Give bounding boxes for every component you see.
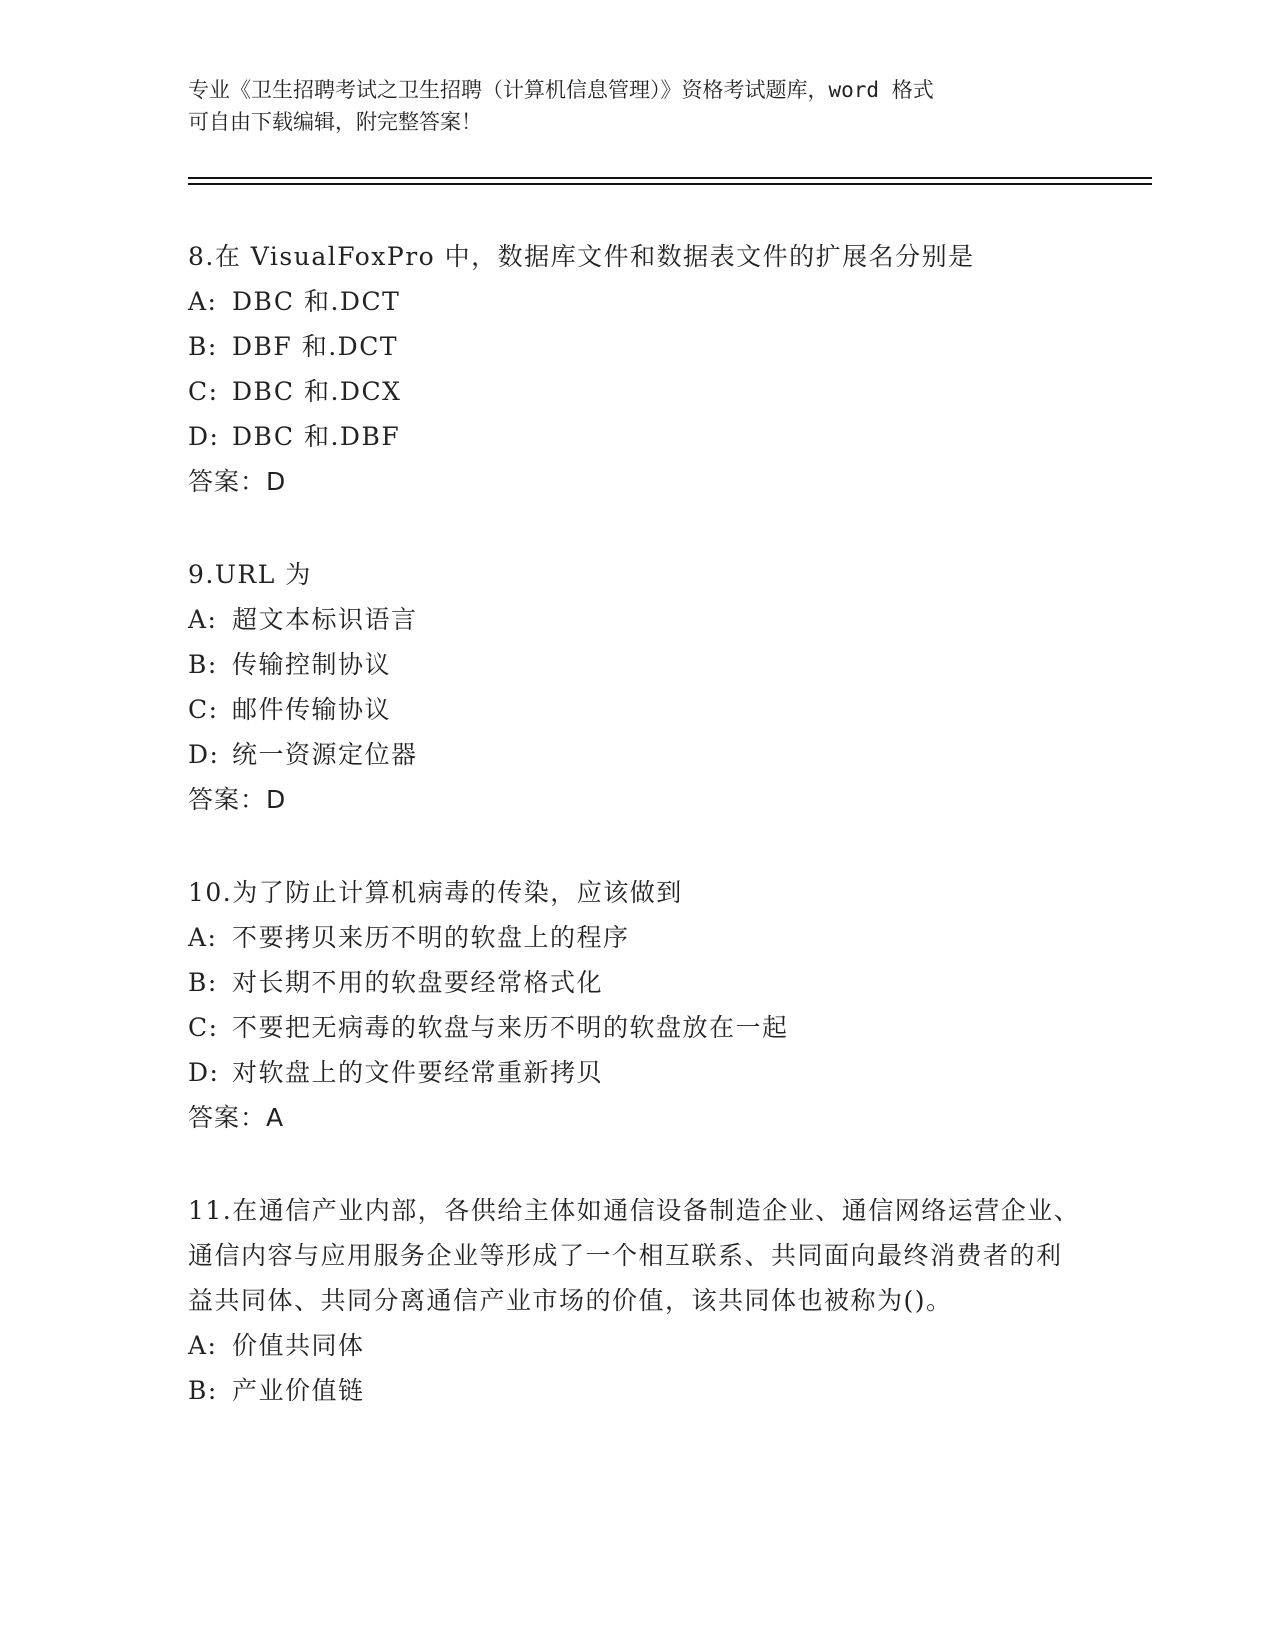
- option-text: DBC 和.DBF: [232, 422, 401, 451]
- option-text: 对长期不用的软盘要经常格式化: [232, 968, 604, 997]
- option-text: 不要把无病毒的软盘与来历不明的软盘放在一起: [232, 1013, 789, 1042]
- option-b: [188, 642, 1088, 687]
- option-c: [188, 369, 1088, 414]
- option-a: [188, 597, 1088, 642]
- option-d: [188, 732, 1088, 777]
- document-header: [188, 74, 1068, 138]
- question-text: 8.在 VisualFoxPro 中，数据库文件和数据表文件的扩展名分别是: [188, 242, 975, 271]
- question-list: [188, 234, 1088, 1461]
- option-key: D:: [188, 1058, 220, 1087]
- option-key: B:: [188, 332, 218, 361]
- option-b: [188, 960, 1088, 1005]
- question-text: 9.URL 为: [188, 560, 312, 589]
- header-divider-bottom: [188, 183, 1152, 185]
- option-text: 统一资源定位器: [232, 740, 418, 769]
- option-text: 超文本标识语言: [232, 605, 418, 634]
- option-key: B:: [188, 1376, 218, 1405]
- option-key: C:: [188, 377, 219, 406]
- answer-line: 答案：D: [188, 467, 287, 496]
- option-key: B:: [188, 968, 218, 997]
- option-a: [188, 1323, 1088, 1368]
- option-key: A:: [188, 605, 218, 634]
- question-text: 11.在通信产业内部，各供给主体如通信设备制造企业、通信网络运营企业、通信内容与应用服务企业等形成了一个相互联系、共同面向最终消费者的利益共同体、共同分离通信产业市场的价值，该共同体也被称为()。: [188, 1196, 1081, 1315]
- option-key: A:: [188, 1331, 218, 1360]
- option-text: DBF 和.DCT: [232, 332, 399, 361]
- option-a: [188, 915, 1088, 960]
- header-line-1: 专业《卫生招聘考试之卫生招聘（计算机信息管理）》资格考试题库，word 格式: [188, 78, 934, 102]
- option-text: 邮件传输协议: [232, 695, 392, 724]
- option-key: A:: [188, 923, 218, 952]
- question-text: 10.为了防止计算机病毒的传染，应该做到: [188, 878, 683, 907]
- question-8: [188, 234, 1088, 504]
- option-key: B:: [188, 650, 218, 679]
- answer-line: 答案：D: [188, 785, 287, 814]
- question-11: [188, 1188, 1088, 1413]
- option-key: A:: [188, 287, 218, 316]
- option-a: [188, 279, 1088, 324]
- option-text: 不要拷贝来历不明的软盘上的程序: [232, 923, 630, 952]
- option-key: C:: [188, 695, 219, 724]
- option-key: D:: [188, 422, 220, 451]
- option-text: DBC 和.DCX: [232, 377, 402, 406]
- header-line-2: 可自由下载编辑，附完整答案！: [188, 110, 482, 134]
- option-d: [188, 1050, 1088, 1095]
- option-d: [188, 414, 1088, 459]
- option-b: [188, 324, 1088, 369]
- option-text: 对软盘上的文件要经常重新拷贝: [232, 1058, 604, 1087]
- question-10: [188, 870, 1088, 1140]
- option-c: [188, 687, 1088, 732]
- option-c: [188, 1005, 1088, 1050]
- option-text: 价值共同体: [232, 1331, 365, 1360]
- option-b: [188, 1368, 1088, 1413]
- option-text: 产业价值链: [232, 1376, 365, 1405]
- question-9: [188, 552, 1088, 822]
- option-text: 传输控制协议: [232, 650, 392, 679]
- answer-line: 答案：A: [188, 1103, 285, 1132]
- option-key: D:: [188, 740, 220, 769]
- option-text: DBC 和.DCT: [232, 287, 401, 316]
- option-key: C:: [188, 1013, 219, 1042]
- header-divider-top: [188, 177, 1152, 179]
